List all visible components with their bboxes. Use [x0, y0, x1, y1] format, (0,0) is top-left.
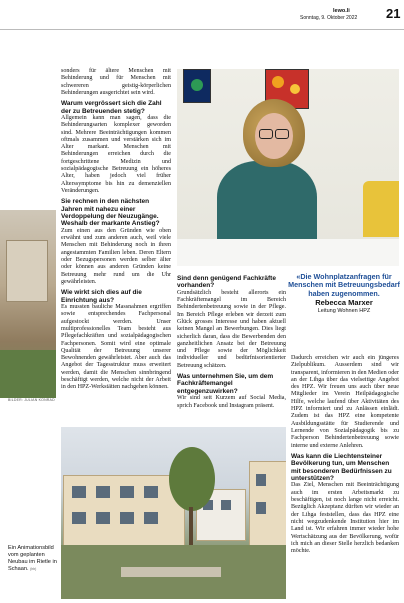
- question-6: Was kann die Liechtensteiner Bevölkerung tun, um Menschen mit besonderen Bedürfnissen zu unterstützen?: [291, 452, 392, 483]
- column-2: [177, 272, 286, 412]
- portrait-photo: [177, 69, 399, 266]
- answer-6-cont: Dadurch erreichen wir auch ein jüngeres Zielpublikum. Ausserdem sind wir transparent, informieren in den Medien oder an der Lihga über das vielseitige Angebot des HPZ. Wir freuen uns auch über neue Mitglieder im Verein Heilpädagogische Hilfe, welche laufend über Aktivitäten des HPZ informiert und zu Anlässen einlädt. Zudem ist das HPZ eine kompetente Ausbildungsstätte für Studierende und Lernende von Sozialpädagogik bis zu Fachperson Behindertenbetreuung sowie interne und externe Anlehren.: [291, 355, 399, 449]
- caption-text: Ein Animationsbild vom geplanten Neubau im Rietle in Schaan.: [8, 545, 57, 572]
- painting-blue: [183, 69, 211, 103]
- table: [177, 239, 399, 266]
- yellow-chair: [363, 181, 399, 237]
- building-left: [63, 475, 185, 547]
- building-right: [249, 461, 286, 549]
- header-rule: [0, 29, 404, 30]
- question-3: Wie wirkt sich dies auf die Einrichtung aus?: [61, 289, 142, 304]
- image-caption: [8, 545, 58, 573]
- intro-text: sonders für ältere Menschen mit Behinderung und für Menschen mit schwereren geistig-körperlichen Behinderungen ausgerichtet sein wird.: [61, 68, 171, 96]
- page-number: 21: [386, 6, 401, 21]
- left-photo: [0, 210, 56, 398]
- column-1: [61, 68, 171, 394]
- question-4: Sind denn genügend Fachkräfte vorhanden?: [177, 275, 276, 290]
- brand: lewo.li: [333, 8, 350, 14]
- answer-2: Zum einen aus den Gründen wie oben erwähnt und zum anderen auch, weil viele Menschen mit Behinderung noch in ihren angestammten Familien leben. Deren Eltern oder Bezugspersonen werden selber älter oder können aus anderen Gründen keine Betreuung mehr rund um die Uhr gewährleisten.: [61, 227, 171, 285]
- question-2: Sie rechnen in den nächsten Jahren mit nahezu einer Verdoppelung der Neuzugänge. Weshalb der markante Anstieg?: [61, 198, 160, 228]
- quote-name: Rebecca Marxer: [315, 298, 373, 308]
- answer-5: Wir sind seit Kurzem auf Social Media, sprich Facebook und Instagram präsent.: [177, 395, 286, 409]
- photo-credit: BILDER: JULIAN KONRAD: [8, 398, 55, 402]
- person-body: [217, 161, 317, 251]
- column-3: [291, 355, 399, 557]
- pull-quote: [288, 273, 400, 315]
- path: [121, 567, 221, 577]
- quote-text: «Die Wohnplatzanfragen für Menschen mit Betreuungsbedarf haben zugenommen.: [288, 272, 400, 298]
- quote-role: Leitung Wohnen HPZ: [317, 307, 371, 314]
- answer-1: Allgemein kann man sagen, dass die Behinderungsarten komplexer geworden sind. Mehrere Beeinträchtigungen kommen oftmals zusammen und verstärken sich im Alter markant. Menschen mit Behinderungen erreichen durch die fortgeschrittene Medizin und sozialpädagogische Betreuung ein höheres Alter, haben jedoch viel früher Alterssymptome bis hin zu demenziellen Veränderungen.: [61, 115, 171, 194]
- caption-source: (hb): [30, 567, 37, 571]
- building-render: [61, 427, 286, 599]
- date: Sonntag, 9. Oktober 2022: [300, 15, 358, 21]
- tree: [169, 447, 215, 511]
- question-1: Warum vergrössert sich die Zahl der zu Betreuenden stetig?: [61, 100, 162, 115]
- answer-6: Das Ziel, Menschen mit Beeinträchtigung auch im ersten Arbeitsmarkt zu beschäftigen, ist noch lange nicht erreicht. Bezüglich Akzeptanz dürften wir wieder an der Lihga feststellen, dass das HPZ eine nicht wegzudenkende Institution hier im Land ist. Wir erfahren immer wieder hohe Wertschätzung aus der Bevölkerung, wofür ich mich an dieser Stelle herzlich bedanken möchte.: [291, 482, 399, 555]
- answer-3: Es mussten bauliche Massnahmen ergriffen sowie entsprechendes Fachpersonal aufgestockt werden. Unser multiprofessionelles Team besteht aus Pflegefachkräften und sozialpädagogischen Fachpersonen. Somit wird eine optimale Qualität der Betreuung unserer Bewohnenden gewährleistet. Aber auch das Angebot der Tagesstruktur muss erweitert werden, damit die Menschen sinnbringend beschäftigt werden, welche nicht der Arbeit in den HPZ-Werkstätten nachgehen können.: [61, 304, 171, 391]
- person-face: [255, 113, 293, 159]
- answer-4: Grundsätzlich besteht allerorts ein Fachkräftemangel im Bereich Behindertenbetreuung sowie in der Pflege. Im Bereich Pflege erleben wir derzeit zum Glück grosses Interesse und haben aktuell keinen Mangel an Bewerbungen. Dies liegt sicherlich daran, dass die Bewerbenden den ganzheitlichen Ansatz bei der Betreuung und Pflege sowie der Möglichkeit individueller und bedürfnisorientierter Betreuung schätzen.: [177, 289, 286, 369]
- question-5: Was unternehmen Sie, um dem Fachkräftemangel entgegenzuwirken?: [177, 373, 274, 395]
